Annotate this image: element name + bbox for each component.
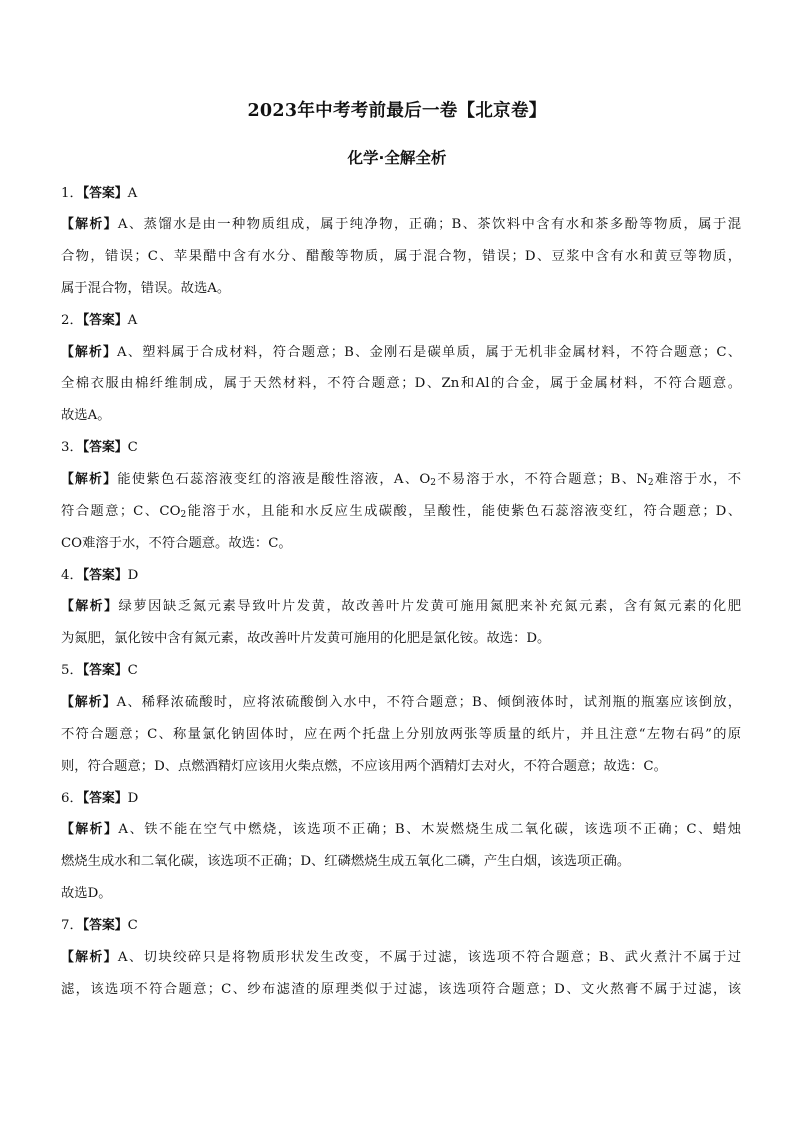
question-number: 5． [61, 663, 83, 678]
answer-value: D [127, 568, 139, 583]
analysis-line: 【解析】绿萝因缺乏氮元素导致叶片发黄，故改善叶片发黄可施用氮肥来补充氮元素，含有氮元素的化肥 [61, 599, 741, 614]
answer-line-6 [61, 789, 741, 809]
analysis-line: 不符合题意；C、称量氯化钠固体时，应在两个托盘上分别放两张等质量的纸片，并且注意“左物右码”的原 [61, 727, 741, 742]
answer-line-4 [61, 566, 741, 586]
analysis-line: 【解析】A、切块绞碎只是将物质形状发生改变，不属于过滤，该选项不符合题意；B、武火煮汁不属于过 [61, 950, 741, 965]
question-number: 1． [61, 186, 83, 201]
analysis-label: 【解析】 [61, 217, 118, 232]
question-number: 4． [61, 568, 83, 583]
answer-label: 【答案】 [82, 791, 128, 806]
answer-line-5 [61, 661, 741, 681]
answer-line-7 [61, 916, 741, 936]
analysis-label: 【解析】 [61, 822, 119, 837]
analysis-line: 则，符合题意；D、点燃酒精灯应该用火柴点燃，不应该用两个酒精灯去对火，不符合题意；故选：C。 [61, 759, 667, 774]
analysis-line: 为氮肥，氯化铵中含有氮元素，故改善叶片发黄可施用的化肥是氯化铵。故选：D。 [61, 631, 551, 646]
analysis-label: 【解析】 [61, 695, 117, 710]
question-number: 6． [61, 791, 83, 806]
analysis-line: 【解析】A、塑料属于合成材料，符合题意；B、金刚石是碳单质，属于无机非金属材料，不符合题意；C、 [61, 345, 741, 360]
answer-line-3 [61, 438, 741, 458]
answer-value: D [127, 791, 139, 806]
analysis-line: CO难溶于水，不符合题意。故选：C。 [61, 536, 292, 551]
answer-label: 【答案】 [82, 568, 128, 583]
analysis-line: 故选D。 [61, 886, 112, 901]
answer-value: C [127, 918, 138, 933]
analysis-line: 符合题意；C、$CO_2$能溶于水，且能和水反应生成碳酸，呈酸性，能使紫色石蕊溶液变红，符合题意；D、 [61, 504, 741, 520]
answer-value: C [127, 440, 138, 455]
analysis-line: 滤，该选项不符合题意；C、纱布滤渣的原理类似于过滤，该选项符合题意；D、文火熬膏不属于过滤，该 [61, 982, 741, 997]
analysis-line: 全棉衣服由棉纤维制成，属于天然材料，不符合题意；D、Zn和Al的合金，属于金属材料，不符合题意。 [61, 376, 741, 391]
analysis-label: 【解析】 [61, 599, 119, 614]
answer-value: A [127, 313, 138, 328]
analysis-line: 【解析】A、铁不能在空气中燃烧，该选项不正确；B、木炭燃烧生成二氧化碳，该选项不正确；C、蜡烛 [61, 822, 741, 837]
answer-label: 【答案】 [82, 313, 128, 328]
analysis-label: 【解析】 [61, 950, 118, 965]
analysis-label: 【解析】 [61, 472, 118, 487]
analysis-line: 燃烧生成水和二氧化碳，该选项不正确；D、红磷燃烧生成五氧化二磷，产生白烟，该选项正确。 [61, 854, 631, 869]
question-number: 2． [61, 313, 83, 328]
document-title: 2023年中考考前最后一卷【北京卷】 [247, 101, 547, 121]
analysis-line: 属于混合物，错误。故选A。 [61, 281, 231, 296]
analysis-line: 故选A。 [61, 408, 111, 423]
answer-line-1 [61, 184, 741, 204]
answer-value: A [127, 186, 138, 201]
document-subtitle: 化学·全解全析 [347, 149, 447, 167]
answer-label: 【答案】 [82, 918, 128, 933]
answer-label: 【答案】 [82, 663, 128, 678]
analysis-label: 【解析】 [61, 345, 117, 360]
analysis-line: 【解析】A、蒸馏水是由一种物质组成，属于纯净物，正确；B、茶饮料中含有水和茶多酚等物质，属于混 [61, 217, 741, 232]
question-number: 7． [61, 918, 83, 933]
answer-value: C [127, 663, 138, 678]
analysis-line: 【解析】能使紫色石蕊溶液变红的溶液是酸性溶液，A、$O_2$不易溶于水，不符合题意；B、$N_2$难溶于水，不 [61, 472, 741, 488]
answer-label: 【答案】 [82, 186, 128, 201]
analysis-line: 【解析】A、稀释浓硫酸时，应将浓硫酸倒入水中，不符合题意；B、倾倒液体时，试剂瓶的瓶塞应该倒放， [61, 695, 741, 710]
question-number: 3． [61, 440, 83, 455]
analysis-line: 合物，错误；C、苹果醋中含有水分、醋酸等物质，属于混合物，错误；D、豆浆中含有水和黄豆等物质， [61, 249, 741, 264]
answer-line-2 [61, 311, 741, 331]
answer-label: 【答案】 [82, 440, 128, 455]
